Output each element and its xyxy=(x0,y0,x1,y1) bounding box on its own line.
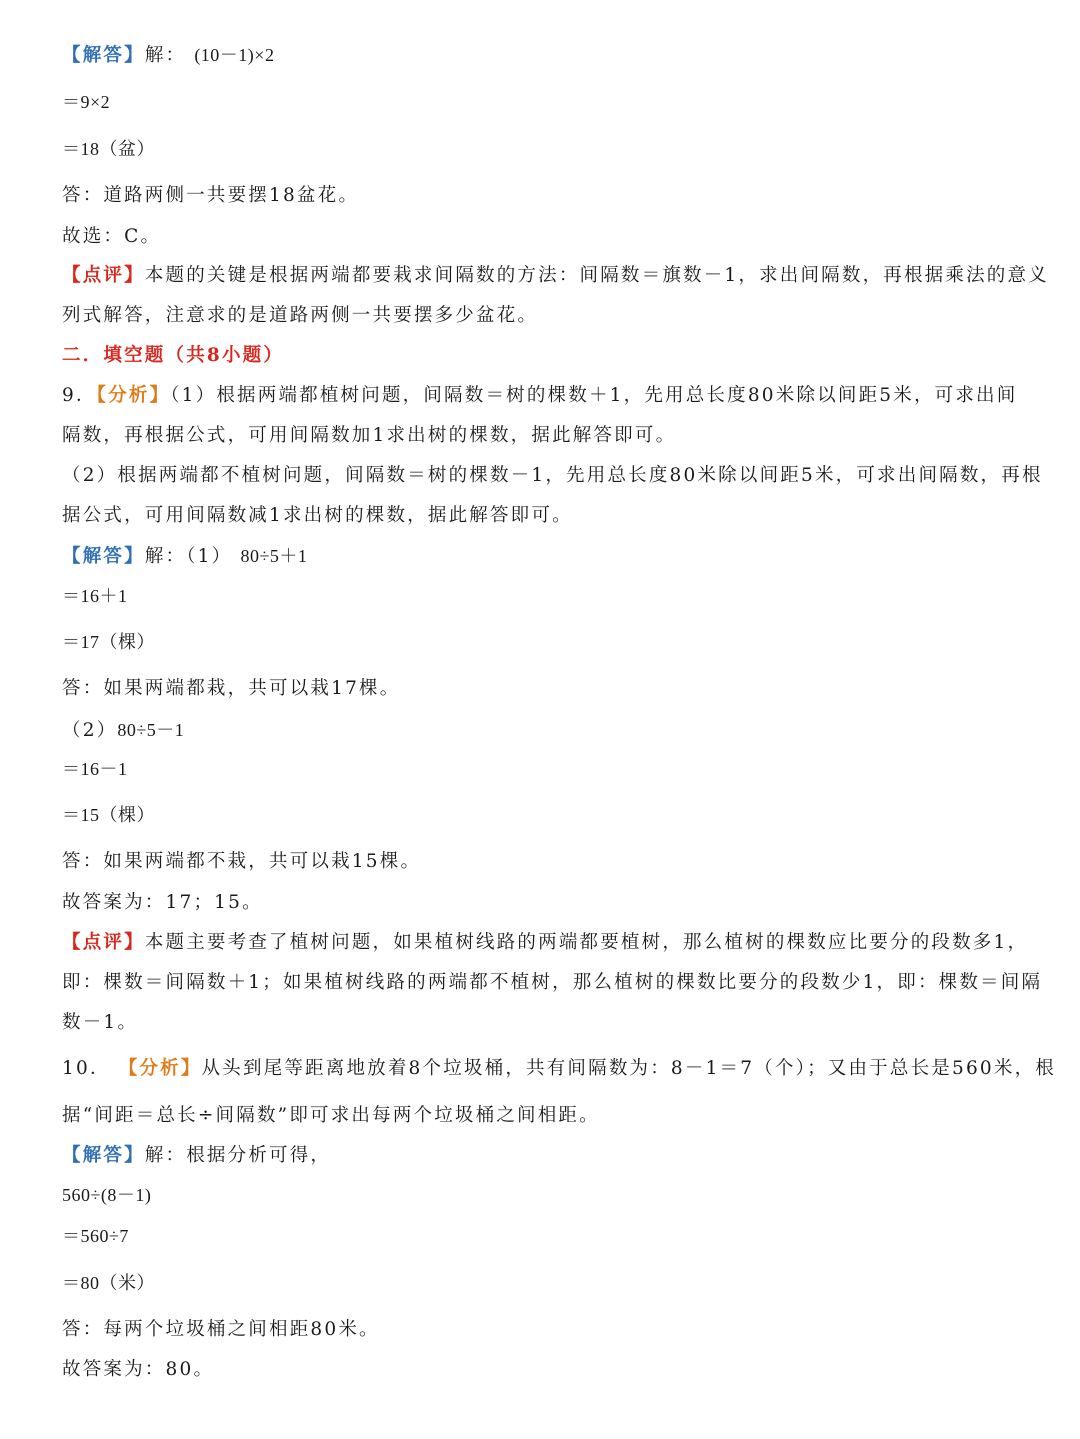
question-number: 10． xyxy=(62,1058,111,1079)
q10-solution-line xyxy=(62,1143,1030,1169)
question-number: 9． xyxy=(62,385,97,406)
q9-solution-line xyxy=(62,543,1030,570)
analysis-text: 隔数，再根据公式，可用间隔数加1求出树的棵数，据此解答即可。 xyxy=(62,425,677,446)
part-label: （2） xyxy=(62,720,118,741)
math-expression: 80÷5＋1 xyxy=(240,546,308,566)
comment-text: 本题的关键是根据两端都要栽求间隔数的方法：间隔数＝旗数－1，求出间隔数，再根据乘法的意义 xyxy=(144,265,1049,286)
comment-line xyxy=(62,263,1049,289)
q10-analysis-line xyxy=(62,1056,1056,1082)
q9-analysis-line xyxy=(62,383,1030,409)
solve-prefix: 解： xyxy=(144,45,187,66)
final-answer: 故答案为：80。 xyxy=(62,1359,215,1380)
answer-tag: 【解答】 xyxy=(62,546,145,567)
analysis-tag: 【分析】 xyxy=(118,1058,202,1079)
math-step: ＝80（米） xyxy=(62,1273,155,1293)
solve-prefix: 解：（1） xyxy=(144,546,233,567)
answer-sentence: 答：如果两端都栽，共可以栽17棵。 xyxy=(62,678,401,699)
section-heading: 二．填空题（共8小题） xyxy=(62,345,285,366)
comment-text: 即：棵数＝间隔数＋1；如果植树线路的两端都不植树，那么植树的棵数比要分的段数少1，即：棵数＝间隔 xyxy=(62,972,1043,993)
answer-sentence: 答：如果两端都不栽，共可以栽15棵。 xyxy=(62,851,422,872)
math-step: ＝15（棵） xyxy=(62,805,155,825)
comment-tag: 【点评】 xyxy=(62,265,145,286)
analysis-text: （1）根据两端都植树问题，间隔数＝树的棵数＋1，先用总长度80米除以间距5米，可求出间 xyxy=(170,385,1018,406)
comment-line xyxy=(62,930,1030,956)
math-expression: 80÷5－1 xyxy=(117,720,185,740)
math-step: 560÷(8－1) xyxy=(62,1185,152,1205)
comment-text: 数－1。 xyxy=(62,1012,139,1033)
math-step: ＝18（盆） xyxy=(62,139,155,159)
comment-tag: 【点评】 xyxy=(62,932,145,953)
comment-text: 本题主要考查了植树问题，如果植树线路的两端都要植树，那么植树的棵数应比要分的段数多1， xyxy=(144,932,1029,953)
prev-solution-line xyxy=(62,42,1030,69)
answer-tag: 【解答】 xyxy=(62,1145,145,1166)
analysis-text: 从头到尾等距离地放着8个垃圾桶，共有间隔数为：8－1＝7（个）；又由于总长是560米，根 xyxy=(201,1058,1056,1079)
answer-sentence: 答：道路两侧一共要摆18盆花。 xyxy=(62,185,360,206)
solve-text: 解：根据分析可得， xyxy=(144,1145,332,1166)
part2-line xyxy=(62,717,1030,744)
analysis-text: 据“间距＝总长÷间隔数”即可求出每两个垃圾桶之间相距。 xyxy=(62,1105,600,1126)
analysis-text: （2）根据两端都不植树问题，间隔数＝树的棵数－1，先用总长度80米除以间距5米，可求出间隔数，再根 xyxy=(62,465,1043,486)
answer-sentence: 答：每两个垃圾桶之间相距80米。 xyxy=(62,1319,380,1340)
analysis-text: 据公式，可用间隔数减1求出树的棵数，据此解答即可。 xyxy=(62,505,573,526)
math-expression: (10－1)×2 xyxy=(194,45,275,65)
math-step: ＝16－1 xyxy=(62,759,128,779)
answer-tag: 【解答】 xyxy=(62,45,145,66)
comment-text: 列式解答，注意求的是道路两侧一共要摆多少盆花。 xyxy=(62,305,539,326)
math-step: ＝560÷7 xyxy=(62,1226,129,1246)
math-step: ＝16＋1 xyxy=(62,586,128,606)
choice-line: 故选：C。 xyxy=(62,226,162,247)
analysis-tag: 【分析】 xyxy=(96,385,171,406)
math-step: ＝17（棵） xyxy=(62,632,155,652)
final-answer: 故答案为：17；15。 xyxy=(62,892,263,913)
math-step: ＝9×2 xyxy=(62,92,111,112)
